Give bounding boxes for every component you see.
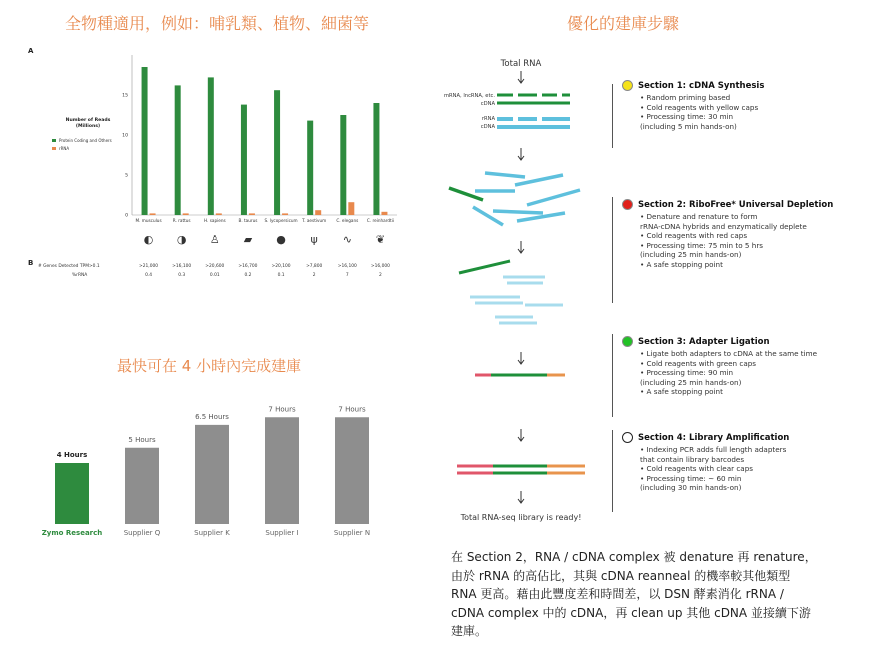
genes-detected-value: >16,100 — [172, 264, 192, 269]
bar-rrna — [183, 213, 189, 215]
rrna-label: rRNA — [481, 116, 495, 122]
category-label: C. elegans — [336, 218, 359, 223]
y-axis-label: Number of Reads — [65, 118, 111, 123]
bar-protein-coding — [307, 121, 313, 215]
time-bar — [125, 448, 159, 524]
section-3-title: Section 3: Adapter Ligation — [638, 336, 770, 347]
organism-icon: ◐ — [143, 233, 154, 246]
note-line: 建庫。 — [451, 624, 488, 639]
category-label: C. reinhardtii — [366, 218, 394, 223]
genes-detected-value: >20,100 — [271, 264, 291, 269]
bar-rrna — [381, 212, 387, 215]
cdna-label-2: cDNA — [480, 124, 495, 130]
section3-bracket — [612, 334, 613, 417]
organism-icon: ♙ — [209, 233, 220, 246]
arrow-5 — [518, 429, 524, 441]
chart-legend — [52, 138, 112, 151]
genes-detected-value: >20,600 — [205, 264, 225, 269]
time-category-label: Supplier K — [194, 529, 230, 537]
s4-line: • Processing time: ~ 60 min — [640, 473, 742, 483]
workflow-svg — [415, 45, 625, 535]
note-line: cDNA complex 中的 cDNA，再 clean up 其他 cDNA 並接續下游 — [451, 605, 811, 620]
time-category-labels — [42, 529, 370, 537]
s1-line: (including 5 min hands-on) — [640, 121, 737, 131]
mrna-label: mRNA, lncRNA, etc. — [443, 93, 495, 99]
y-tick-label: 15 — [122, 93, 128, 99]
y-tick-label: 0 — [125, 213, 128, 219]
organism-icon: ◑ — [176, 233, 187, 246]
organism-icon: ∿ — [342, 233, 352, 246]
s3-line: • Processing time: 90 min — [640, 368, 734, 378]
time-category-label: Supplier Q — [123, 529, 161, 537]
depleted-strands — [459, 261, 563, 323]
genes-detected-value: >21,000 — [139, 264, 159, 269]
bar-rrna — [315, 210, 321, 215]
workflow-diagram — [415, 45, 625, 535]
section1-bracket — [612, 84, 613, 148]
time-category-label: Zymo Research — [41, 529, 103, 537]
yellow-cap-icon — [622, 80, 633, 91]
species-chart-svg — [22, 45, 402, 285]
organism-icon: ▰ — [243, 233, 253, 246]
bar-rrna — [216, 213, 222, 215]
section4-bracket — [612, 430, 613, 512]
table-rows — [38, 263, 390, 278]
note-line: 在 Section 2，RNA / cDNA complex 被 denature 再 renature， — [451, 550, 817, 564]
build-time-chart — [30, 395, 390, 545]
amplified-library — [457, 466, 585, 473]
s1-line: • Cold reagents with yellow caps — [640, 102, 759, 112]
time-value-label: 5 Hours — [128, 435, 156, 444]
panel-label-a: A — [28, 47, 34, 55]
s1-line: • Random priming based — [640, 93, 731, 102]
s4-line: • Cold reagents with clear caps — [640, 464, 754, 474]
right-title: 優化的建庫步驟 — [567, 14, 680, 33]
rrna-percent-value: 0.3 — [178, 273, 186, 278]
s3-line: (including 25 min hands-on) — [640, 377, 742, 387]
s4-line: that contain library barcodes — [640, 454, 745, 464]
legend-label: rRNA — [59, 146, 70, 151]
time-value-label: 7 Hours — [338, 405, 366, 414]
left-top-title: 全物種適用，例如：哺乳類、植物、細菌等 — [65, 14, 370, 33]
category-label: M. musculus — [135, 218, 162, 223]
arrow-6 — [518, 491, 524, 503]
time-value-label: 7 Hours — [268, 405, 296, 414]
bar-rrna — [150, 213, 156, 215]
s3-line: • Cold reagents with green caps — [640, 358, 757, 368]
time-bar — [195, 425, 229, 524]
rrna-percent-value: 0.1 — [277, 273, 285, 278]
bar-protein-coding — [373, 103, 379, 215]
section-1-title: Section 1: cDNA Synthesis — [638, 80, 765, 91]
section-3 — [622, 336, 877, 397]
section-4 — [622, 432, 877, 493]
rrna-percent-value: 0.2 — [244, 273, 252, 278]
panel-label-b: B — [28, 259, 34, 267]
bar-rrna — [348, 202, 354, 215]
section-1 — [622, 80, 872, 131]
rrna-percent-value: 0.4 — [145, 273, 153, 278]
s4-line: • Indexing PCR adds full length adapters — [640, 445, 787, 454]
category-label: T. aestivum — [302, 218, 327, 223]
legend-swatch — [52, 139, 56, 142]
section-4-title: Section 4: Library Amplification — [638, 432, 790, 443]
y-axis-unit: (Millions) — [75, 124, 101, 129]
organism-icon: ψ — [310, 233, 318, 246]
bar-protein-coding — [274, 90, 280, 215]
cdna-label-1: cDNA — [480, 101, 495, 107]
organism-icons — [144, 233, 385, 246]
bar-protein-coding — [340, 115, 346, 215]
genes-detected-value: >7,800 — [306, 264, 323, 269]
s2-line: • Processing time: 75 min to 5 hrs — [640, 240, 764, 250]
arrow-1 — [518, 71, 524, 83]
total-rna-label: Total RNA — [500, 59, 542, 69]
legend-swatch — [52, 147, 56, 150]
organism-icon: ❦ — [375, 233, 386, 246]
section2-bracket — [612, 197, 613, 303]
s2-line: • Denature and renature to form — [640, 212, 758, 221]
s3-line: • Ligate both adapters to cDNA at the same time — [640, 349, 818, 358]
denatured-strands — [449, 173, 580, 225]
category-label: S. lycopersicum — [264, 218, 298, 223]
mrna-cdna-strands — [497, 95, 570, 103]
arrow-2 — [518, 148, 524, 160]
time-bar — [335, 417, 369, 524]
time-bar — [265, 417, 299, 524]
s2-line: rRNA-cDNA hybrids and enzymatically deplete — [640, 221, 807, 231]
genes-detected-value: >16,700 — [238, 264, 258, 269]
s2-line: (including 25 min hands-on) — [640, 250, 742, 260]
bar-protein-coding — [175, 85, 181, 215]
s1-line: • Processing time: 30 min — [640, 112, 734, 122]
bar-protein-coding — [208, 77, 214, 215]
category-labels — [135, 218, 394, 223]
clear-cap-icon — [622, 432, 633, 443]
legend-label: Protein Coding and Others — [59, 138, 112, 143]
time-category-label: Supplier I — [265, 529, 299, 537]
s3-line: • A safe stopping point — [640, 387, 723, 397]
s2-line: • Cold reagents with red caps — [640, 231, 748, 241]
genes-detected-value: >16,000 — [370, 264, 390, 269]
s4-line: (including 30 min hands-on) — [640, 483, 742, 493]
bar-protein-coding — [241, 105, 247, 215]
rrna-percent-value: 7 — [345, 273, 349, 278]
bar-rrna — [282, 213, 288, 215]
final-label: Total RNA-seq library is ready! — [460, 513, 582, 522]
left-bottom-title: 最快可在 4 小時內完成建庫 — [117, 357, 302, 375]
row-label-genes: # Genes Detected TPM>0.1 — [38, 264, 100, 269]
organism-icon: ● — [276, 233, 286, 246]
rrna-percent-value: 2 — [312, 273, 316, 278]
y-tick-label: 10 — [122, 133, 128, 139]
category-label: H. sapiens — [203, 218, 226, 223]
species-read-chart — [22, 45, 402, 285]
bar-rrna — [249, 213, 255, 215]
time-value-label: 4 Hours — [56, 451, 88, 459]
rrna-cdna-strands — [497, 119, 570, 127]
time-chart-svg — [30, 395, 390, 545]
time-value-label: 6.5 Hours — [195, 412, 229, 421]
chart-bars — [142, 67, 388, 215]
time-bar — [55, 463, 89, 524]
note-line: 由於 rRNA 的高佔比，其與 cDNA reanneal 的機率較其他類型 — [451, 568, 791, 583]
category-label: B. taurus — [238, 218, 258, 223]
section-2-title: Section 2: RiboFree* Universal Depletion — [638, 199, 834, 210]
red-cap-icon — [622, 199, 633, 210]
s2-line: • A safe stopping point — [640, 259, 723, 269]
genes-detected-value: >16,100 — [337, 264, 357, 269]
rrna-percent-value: 0.01 — [209, 273, 220, 278]
y-tick-label: 5 — [125, 173, 128, 179]
explanation-note — [451, 548, 871, 641]
time-category-label: Supplier N — [333, 529, 371, 537]
time-bars — [55, 417, 369, 524]
arrow-3 — [518, 241, 524, 253]
bar-protein-coding — [142, 67, 148, 215]
arrow-4 — [518, 352, 524, 364]
row-label-rrna: %rRNA — [72, 273, 88, 278]
category-label: R. rattus — [172, 218, 191, 223]
green-cap-icon — [622, 336, 633, 347]
chart-axis — [122, 55, 397, 219]
rrna-percent-value: 2 — [379, 273, 382, 278]
section-2 — [622, 199, 877, 270]
note-line: RNA 更高。藉由此豐度差和時間差，以 DSN 酵素消化 rRNA / — [451, 587, 784, 602]
